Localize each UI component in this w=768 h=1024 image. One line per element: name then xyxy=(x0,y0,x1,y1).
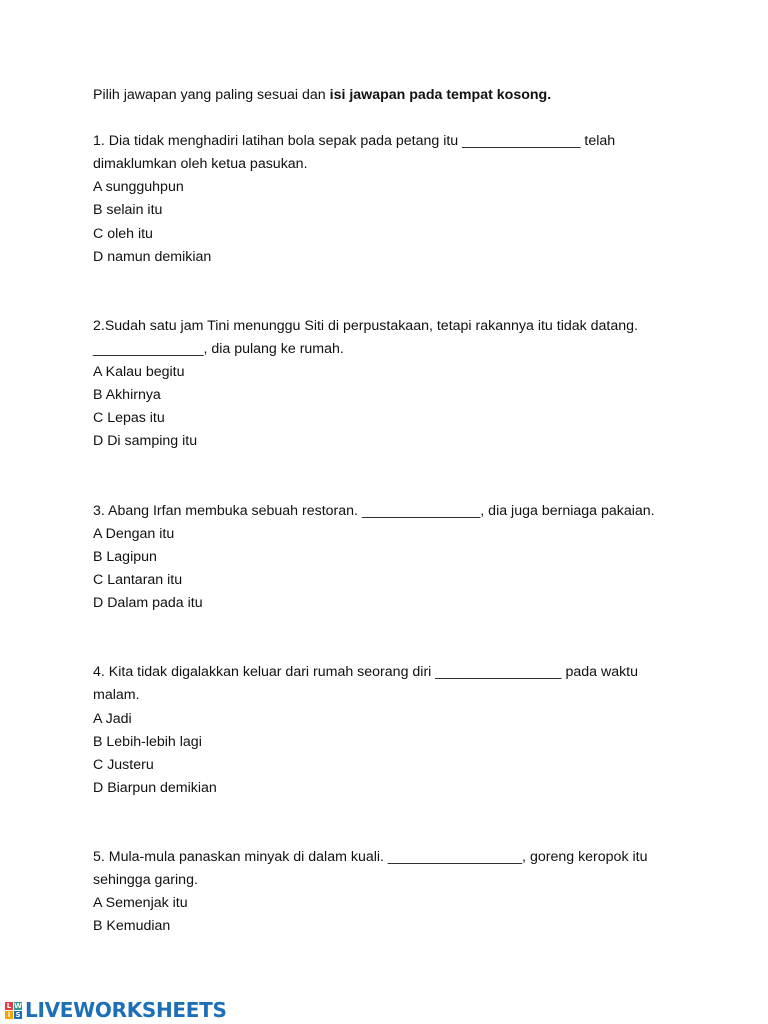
question-stem-line: 3. Abang Irfan membuka sebuah restoran. _______________, dia juga berniaga pakaian. xyxy=(93,502,655,519)
answer-option: A sungguhpun xyxy=(93,179,184,196)
answer-option: D namun demikian xyxy=(93,248,212,265)
question-2 xyxy=(93,315,733,454)
answer-option: C Lantaran itu xyxy=(93,571,183,588)
answer-option: A Kalau begitu xyxy=(93,364,185,381)
worksheet xyxy=(93,84,733,938)
answer-option: B Kemudian xyxy=(93,918,171,935)
question-3 xyxy=(93,500,733,615)
question-stem-line: malam. xyxy=(93,687,140,704)
answer-option: B Lebih-lebih lagi xyxy=(93,733,202,750)
question-spacer xyxy=(93,454,733,500)
answer-option: D Biarpun demikian xyxy=(93,779,217,796)
question-stem-line: 2.Sudah satu jam Tini menunggu Siti di perpustakaan, tetapi rakannya itu tidak datang. xyxy=(93,317,638,334)
answer-option: C Justeru xyxy=(93,756,154,773)
question-stem-line: 4. Kita tidak digalakkan keluar dari rumah seorang diri ________________ pada waktu xyxy=(93,664,639,681)
answer-option: D Di samping itu xyxy=(93,433,198,450)
question-stem-line: 1. Dia tidak menghadiri latihan bola sepak pada petang itu _______________ telah xyxy=(93,133,616,150)
question-stem-line: ______________, dia pulang ke rumah. xyxy=(93,341,344,358)
answer-option: B Akhirnya xyxy=(93,387,161,404)
instruction-text xyxy=(93,84,733,107)
liveworksheets-logo xyxy=(5,999,227,1021)
answer-option: D Dalam pada itu xyxy=(93,595,203,612)
instruction-bold: isi jawapan pada tempat kosong. xyxy=(329,87,552,103)
answer-option: B Lagipun xyxy=(93,548,157,565)
question-spacer xyxy=(93,800,733,846)
answer-option: A Jadi xyxy=(93,710,132,727)
instruction-normal: Pilih jawapan yang paling sesuai dan xyxy=(93,87,330,103)
answer-option: C Lepas itu xyxy=(93,410,165,427)
question-5 xyxy=(93,846,733,938)
logo-square: I xyxy=(5,1011,13,1019)
logo-text: LIVEWORKSHEETS xyxy=(25,998,227,1022)
question-4 xyxy=(93,661,733,800)
answer-option: B selain itu xyxy=(93,202,163,219)
question-spacer xyxy=(93,615,733,661)
answer-option: C oleh itu xyxy=(93,225,153,242)
answer-option: A Semenjak itu xyxy=(93,895,188,912)
question-1 xyxy=(93,130,733,269)
question-stem-line: dimaklumkan oleh ketua pasukan. xyxy=(93,156,308,173)
logo-square: L xyxy=(6,1001,12,1010)
logo-square: S xyxy=(15,1010,21,1019)
question-stem-line: 5. Mula-mula panaskan minyak di dalam kuali. _________________, goreng keropok itu xyxy=(93,849,648,866)
logo-squares-icon xyxy=(5,1002,22,1019)
question-stem-line: sehingga garing. xyxy=(93,872,198,889)
question-list xyxy=(93,130,733,938)
question-spacer xyxy=(93,269,733,315)
logo-square: W xyxy=(14,1001,22,1010)
answer-option: A Dengan itu xyxy=(93,525,175,542)
